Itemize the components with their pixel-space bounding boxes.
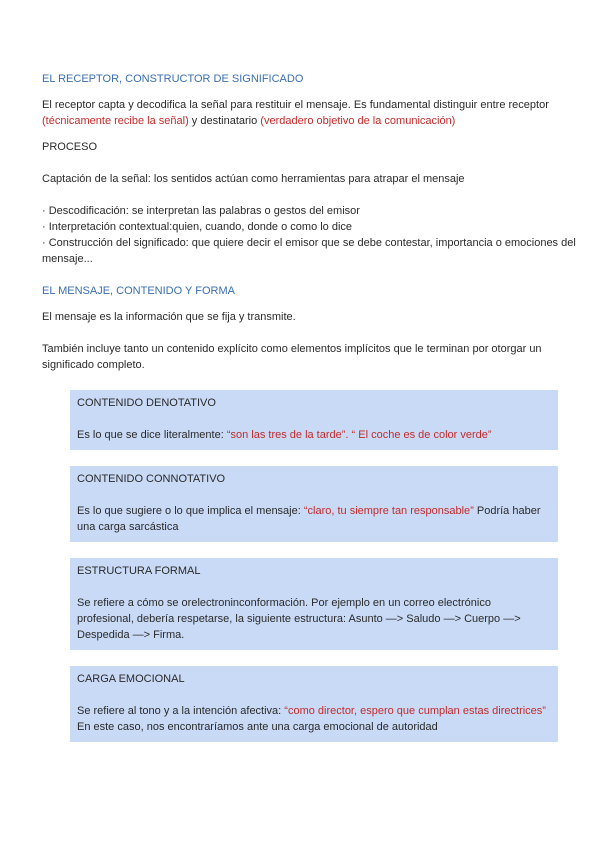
list-item: · Descodificación: se interpretan las palabras o gestos del emisor: [42, 205, 360, 217]
box-text-after: En este caso, nos encontraríamos ante una carga emocional de autoridad: [77, 721, 438, 733]
box-title: CONTENIDO DENOTATIVO: [77, 397, 216, 409]
receptor-heading: EL RECEPTOR, CONSTRUCTOR DE SIGNIFICADO: [42, 73, 304, 85]
box-title: ESTRUCTURA FORMAL: [77, 565, 201, 577]
list-item: · Construcción del significado: que quiere decir el emisor que se debe contestar, importancia o emociones del mensaje...: [42, 237, 576, 265]
process-bullet-list: [42, 203, 578, 267]
box-contenido-denotativo: [70, 390, 558, 450]
intro-red-2: (verdadero objetivo de la comunicación): [260, 115, 456, 127]
intro-text-2: y destinatario: [188, 115, 261, 127]
captacion-line: Captación de la señal: los sentidos actúan como herramientas para atrapar el mensaje: [42, 173, 465, 185]
box-estructura-formal: [70, 558, 558, 650]
box-contenido-connotativo: [70, 466, 558, 542]
mensaje-heading: EL MENSAJE, CONTENIDO Y FORMA: [42, 285, 235, 297]
mensaje-paragraph-2: También incluye tanto un contenido explícito como elementos implícitos que le terminan por otorgar un significado completo.: [42, 343, 542, 371]
box-text-plain: Es lo que se dice literalmente:: [77, 429, 227, 441]
box-text-red: “son las tres de la tarde”. “ El coche es de color verde”: [226, 429, 492, 441]
box-text-plain: Se refiere al tono y a la intención afectiva:: [77, 705, 285, 717]
receptor-intro-paragraph: [42, 97, 578, 129]
box-text: [77, 703, 550, 719]
box-text-red: “como director, espero que cumplan estas directrices”: [284, 705, 546, 717]
box-text: Se refiere a cómo se orelectroninconformación. Por ejemplo en un correo electrónico profesional, debería respetarse, la siguiente estructura: Asunto —> Saludo —> Cuerpo —> Despedida —> Firma.: [77, 597, 521, 641]
list-item: · Interpretación contextual:quien, cuando, donde o como lo dice: [42, 221, 353, 233]
box-text-plain: Es lo que sugiere o lo que implica el mensaje:: [77, 505, 304, 517]
intro-red-1: (técnicamente recibe la señal): [42, 115, 189, 127]
box-text-red: “claro, tu siempre tan responsable”: [303, 505, 474, 517]
box-carga-emocional: [70, 666, 558, 742]
box-text: [77, 427, 550, 443]
mensaje-paragraph-1: El mensaje es la información que se fija y transmite.: [42, 311, 296, 323]
proceso-label: PROCESO: [42, 141, 98, 153]
box-title: CARGA EMOCIONAL: [77, 673, 185, 685]
intro-text-1: El receptor capta y decodifica la señal para restituir el mensaje. Es fundamental distinguir entre receptor: [42, 99, 549, 111]
box-text: [77, 503, 550, 535]
box-text-after: Podría haber una carga sarcástica: [77, 505, 541, 533]
box-title: CONTENIDO CONNOTATIVO: [77, 473, 226, 485]
